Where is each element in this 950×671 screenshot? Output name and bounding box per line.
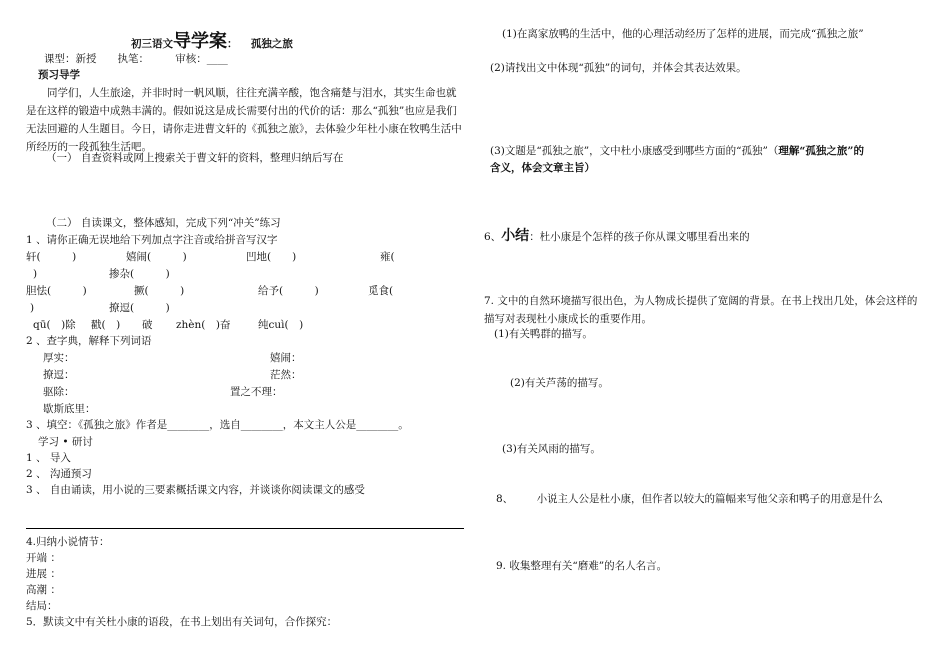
pinyin-item: qū( )除 — [33, 319, 76, 331]
plot-item: 进展 ： — [26, 568, 61, 580]
question-7-2: (2)有关芦荡的描写。 — [510, 377, 609, 389]
question-1: 1 、请你正确无误地给下列加点字注音或给拼音写汉字 — [26, 234, 278, 246]
study-step-1: 1 、 导入 — [26, 452, 71, 464]
sub-question-3 — [490, 145, 864, 159]
study-heading: 学习 • 研讨 — [38, 436, 93, 448]
plot-heading: 4.归纳小说情节： — [26, 536, 110, 548]
word-item: 驱除： — [43, 386, 75, 398]
question-6-number: 6、 — [484, 231, 502, 243]
question-7: 7. 文中的自然环境描写很出色，为人物成长提供了宽阔的背景。在书上找出几处，体会这样的描写对表现杜小康成长的重要作用。 — [484, 295, 918, 325]
question-6 — [484, 227, 750, 245]
question-7-3: (3)有关风雨的描写。 — [502, 443, 601, 455]
pinyin-item: 轩( ) — [26, 251, 77, 263]
question-5: 5．默读文中有关杜小康的语段，在书上划出有关词句，合作探究： — [26, 616, 338, 628]
doc-header — [131, 30, 293, 53]
pinyin-item: 破 — [142, 319, 153, 331]
word-item: 嬉闹： — [270, 352, 302, 364]
pinyin-item: 嬉闹( ) — [126, 251, 187, 263]
question-2: 2 、查字典，解释下列词语 — [26, 335, 152, 347]
question-8 — [496, 493, 883, 507]
pinyin-item: ) — [30, 302, 35, 314]
task-1: （一） 自查资料或网上搜索关于曹文轩的资料，整理归纳后写在 — [46, 152, 344, 164]
sub-question-3-text: (3)文题是“孤独之旅”，文中杜小康感受到哪些方面的“孤独”（ — [490, 145, 779, 157]
header-title: 导学案 — [173, 31, 227, 52]
word-item: 茫然： — [270, 369, 302, 381]
pinyin-item: 撅( ) — [134, 285, 185, 297]
pinyin-item: 觅食( — [368, 285, 394, 297]
word-item: 置之不理： — [230, 386, 283, 398]
word-item: 厚实： — [43, 352, 75, 364]
word-item: 歇斯底里： — [43, 403, 96, 415]
question-8-text: 小说主人公是杜小康，但作者以较大的篇幅来写他父亲和鸭子的用意是什么 — [536, 493, 884, 505]
section-divider — [26, 528, 464, 529]
plot-item: 开端 ： — [26, 552, 61, 564]
pinyin-item: 胆怯( ) — [26, 285, 87, 297]
sub-question-2: (2)请找出文中体现“孤独”的词句，并体会其表达效果。 — [490, 62, 747, 74]
sub-question-3-bold: 理解“孤独之旅”的 — [778, 145, 864, 157]
pinyin-item: 掺杂( ) — [109, 268, 170, 280]
sub-question-1: (1)在离家放鸭的生活中，他的心理活动经历了怎样的进展，而完成“孤独之旅” — [502, 28, 864, 40]
question-6-text: ：杜小康是个怎样的孩子你从课文哪里看出来的 — [529, 231, 750, 243]
header-lesson: 孤独之旅 — [250, 38, 293, 50]
task-2: （二） 自读课文，整体感知，完成下列“冲关”练习 — [46, 217, 281, 229]
word-item: 撩逗： — [43, 369, 75, 381]
pinyin-item: 凹地( ) — [246, 251, 297, 263]
preview-heading: 预习导学 — [38, 69, 80, 81]
pinyin-item: 雍( — [380, 251, 395, 263]
pinyin-item: 纯cuì( ) — [258, 319, 304, 331]
question-6-keyword: 小结 — [501, 228, 530, 244]
preview-intro: 同学们，人生旅途，并非时时一帆风顺，往往充满辛酸，饱含痛楚与泪水，其实生命也就是在这样的锻造中成熟丰满的。假如说这是成长需要付出的代价的话：那么“孤独”也应是我们无法回避的人生题目。今日，请你走进曹文轩的《孤独之旅》，去体验少年杜小康在牧鸭生活中所经历的一段孤独生活吧。 — [26, 87, 462, 153]
header-info-line: 课型：新授 执笔： 审核：____ — [44, 53, 228, 65]
pinyin-item: 给予( ) — [258, 285, 319, 297]
pinyin-item: zhèn( )奋 — [176, 319, 231, 331]
question-8-number: 8、 — [496, 493, 514, 505]
question-9: 9. 收集整理有关“磨难”的名人名言。 — [496, 560, 668, 572]
study-step-2: 2 、 沟通预习 — [26, 468, 92, 480]
question-3: 3 、填空：《孤独之旅》作者是________，选自________，本文主人公是________。 — [26, 419, 409, 431]
question-7-1: (1)有关鸭群的描写。 — [494, 328, 593, 340]
header-colon: ： — [227, 38, 238, 50]
header-prefix: 初三语文 — [131, 38, 173, 50]
plot-item: 高潮 ： — [26, 584, 61, 596]
pinyin-item: 撩逗( ) — [109, 302, 170, 314]
study-step-3: 3 、 自由诵读，用小说的三要素概括课文内容，并谈谈你阅读课文的感受 — [26, 484, 365, 496]
sub-question-3-tail: 含义，体会文章主旨） — [490, 162, 595, 174]
plot-item: 结局： — [26, 600, 58, 612]
pinyin-item: 戳( ) — [91, 319, 121, 331]
pinyin-item: ) — [33, 268, 38, 280]
